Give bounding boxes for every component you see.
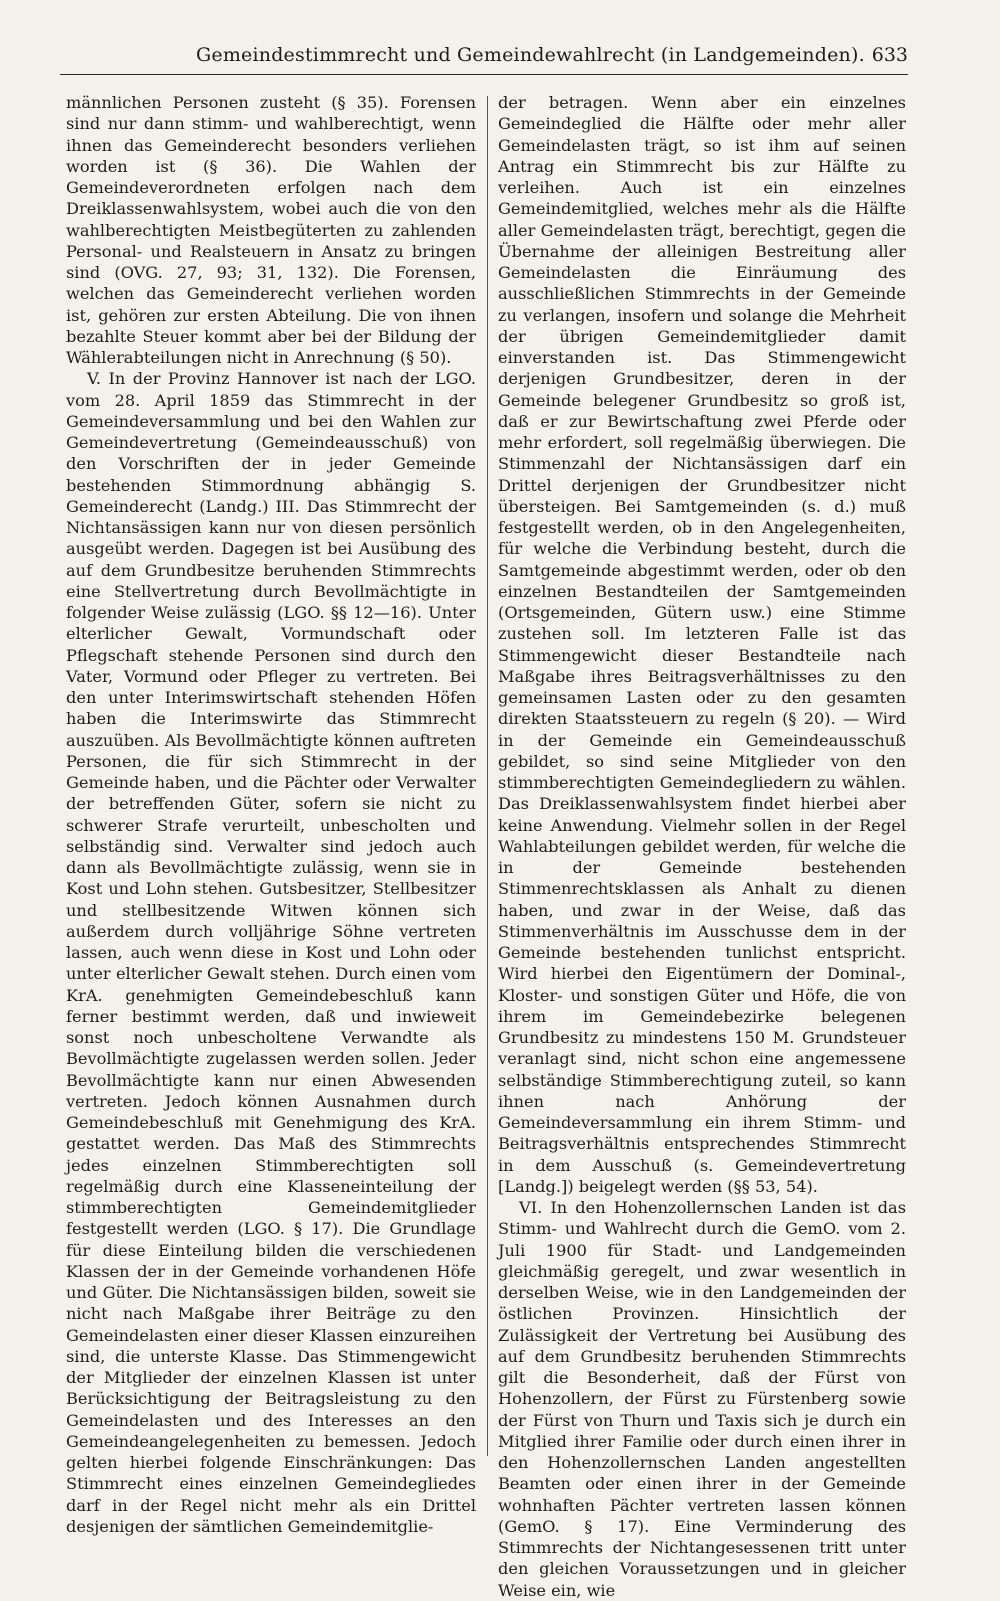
running-title: Gemeindestimmrecht und Gemeindewahlrecht (in Landgemeinden).: [196, 44, 865, 66]
right-paragraph-2: VI. In den Hohenzollernschen Landen ist das Stimm- und Wahlrecht durch die GemO. vom 2. Juli 1900 für Stadt- und Landgemeinden gleichmäßig geregelt, und zwar wesentlich in derselben Weise, wie in den Landgemeinden der östlichen Provinzen. Hinsichtlich der Zulässigkeit der Vertretung bei Ausübung des auf dem Grundbesitz beruhenden Stimmrechts gilt die Besonderheit, daß der Fürst von Hohenzollern, der Fürst zu Fürstenberg sowie der Fürst von Thurn und Taxis sich je durch ein Mitglied ihrer Familie oder durch einen ihrer in den Hohenzollernschen Landen angestellten Beamten oder einen ihrer in der Gemeinde wohnhaften Pächter vertreten lassen können (GemO. § 17). Eine Verminderung des Stimmrechts der Nichtangesessenen tritt unter den gleichen Voraussetzungen und in gleicher Weise ein, wie: [498, 1198, 906, 1600]
page-number: 633: [871, 44, 908, 66]
page-header: [60, 42, 908, 75]
right-paragraph-1: der betragen. Wenn aber ein einzelnes Gemeindeglied die Hälfte oder mehr aller Gemeindelasten trägt, so ist ihm auf seinen Antrag ein Stimmrecht bis zur Hälfte zu verleihen. Auch ist ein einzelnes Gemeindemitglied, welches mehr als die Hälfte aller Gemeindelasten trägt, berechtigt, gegen die Übernahme der alleinigen Bestreitung aller Gemeindelasten die Einräumung des ausschließlichen Stimmrechts in der Gemeinde zu verlangen, insofern und solange die Mehrheit der übrigen Gemeindemitglieder damit einverstanden ist. Das Stimmengewicht derjenigen Grundbesitzer, deren in der Gemeinde belegener Grundbesitz so groß ist, daß er zur Bewirtschaftung zwei Pferde oder mehr erfordert, soll regelmäßig überwiegen. Die Stimmenzahl der Nichtansässigen darf ein Drittel derjenigen der Grundbesitzer nicht übersteigen. Bei Samtgemeinden (s. d.) muß festgestellt werden, ob in den Angelegenheiten, für welche die Verbindung besteht, durch die Samtgemeinde abgestimmt werden, oder ob den einzelnen Bestandteilen der Samtgemeinden (Ortsgemeinden, Gütern usw.) eine Stimme zustehen soll. Im letzteren Falle ist das Stimmengewicht dieser Bestandteile nach Maßgabe ihres Beitragsverhältnisses zu den gemeinsamen Lasten oder zu den gesamten direkten Staatssteuern zu regeln (§ 20). — Wird in der Gemeinde ein Gemeindeausschuß gebildet, so sind seine Mitglieder von den stimmberechtigten Gemeindegliedern zu wählen. Das Dreiklassenwahlsystem findet hierbei aber keine Anwendung. Vielmehr sollen in der Regel Wahlabteilungen gebildet werden, für welche die in der Gemeinde bestehenden Stimmenrechtsklassen als Anhalt zu dienen haben, und zwar in der Weise, daß das Stimmenverhältnis im Ausschusse dem in der Gemeinde bestehenden tunlichst entspricht. Wird hierbei den Eigentümern der Dominal-, Kloster- und sonstigen Güter und Höfe, die von ihrem im Gemeindebezirke belegenen Grundbesitz zu mindestens 150 M. Grundsteuer veranlagt sind, nicht schon eine angemessene selbständige Stimmberechtigung zuteil, so kann ihnen nach Anhörung der Gemeindeversammlung ein ihrem Stimm- und Beitragsverhältnis entsprechendes Stimmrecht in dem Ausschuß (s. Gemeindevertretung [Landg.]) beigelegt werden (§§ 53, 54).: [498, 93, 906, 1196]
column-divider: [487, 96, 488, 1456]
left-paragraph-2: V. In der Provinz Hannover ist nach der LGO. vom 28. April 1859 das Stimmrecht in der Gemeindeversammlung und bei den Wahlen zur Gemeindevertretung (Gemeindeausschuß) von den Vorschriften der in jeder Gemeinde bestehenden Stimmordnung abhängig S. Gemeinderecht (Landg.) III. Das Stimmrecht der Nichtansässigen kann nur von diesen persönlich ausgeübt werden. Dagegen ist bei Ausübung des auf dem Grundbesitze beruhenden Stimmrechts eine Stellvertretung durch Bevollmächtigte in folgender Weise zulässig (LGO. §§ 12—16). Unter elterlicher Gewalt, Vormundschaft oder Pflegschaft stehende Personen sind durch den Vater, Vormund oder Pfleger zu vertreten. Bei den unter Interimswirtschaft stehenden Höfen haben die Interimswirte das Stimmrecht auszuüben. Als Bevollmächtigte können auftreten Personen, die für sich Stimmrecht in der Gemeinde haben, und die Pächter oder Verwalter der betreffenden Güter, sofern sie nicht zu schwerer Strafe verurteilt, unbescholten und selbständig sind. Verwalter sind jedoch auch dann als Bevollmächtigte zulässig, wenn sie in Kost und Lohn stehen. Gutsbesitzer, Stellbesitzer und stellbesitzende Witwen können sich außerdem durch volljährige Söhne vertreten lassen, auch wenn diese in Kost und Lohn oder unter elterlicher Gewalt stehen. Durch einen vom KrA. genehmigten Gemeindebeschluß kann ferner bestimmt werden, daß und inwieweit sonst noch unbescholtene Verwandte als Bevollmächtigte zugelassen werden sollen. Jeder Bevollmächtigte kann nur einen Abwesenden vertreten. Jedoch können Ausnahmen durch Gemeindebeschluß mit Genehmigung des KrA. gestattet werden. Das Maß des Stimmrechts jedes einzelnen Stimmberechtigten soll regelmäßig durch eine Klasseneinteilung der stimmberechtigten Gemeindemitglieder festgestellt werden (LGO. § 17). Die Grundlage für diese Einteilung bilden die verschiedenen Klassen der in der Gemeinde vorhandenen Höfe und Güter. Die Nichtansässigen bilden, soweit sie nicht nach Maßgabe ihrer Beiträge zu den Gemeindelasten einer dieser Klassen einzureihen sind, die unterste Klasse. Das Stimmengewicht der Mitglieder der einzelnen Klassen ist unter Berücksichtigung der Beitragsleistung zu den Gemeindelasten und des Interesses an den Gemeindeangelegenheiten zu bemessen. Jedoch gelten hierbei folgende Einschränkungen: Das Stimmrecht eines einzelnen Gemeindegliedes darf in der Regel nicht mehr als ein Drittel desjenigen der sämtlichen Gemeindemitglie-: [66, 369, 476, 1536]
left-paragraph-1: männlichen Personen zusteht (§ 35). Forensen sind nur dann stimm- und wahlberechtigt, wenn ihnen das Gemeinderecht besonders verliehen worden ist (§ 36). Die Wahlen der Gemeindeverordneten erfolgen nach dem Dreiklassenwahlsystem, wobei auch die von den wahlberechtigten Meistbegüterten zu zahlenden Personal- und Realsteuern in Ansatz zu bringen sind (OVG. 27, 93; 31, 132). Die Forensen, welchen das Gemeinderecht verliehen worden ist, gehören zur ersten Abteilung. Die von ihnen bezahlte Steuer kommt aber bei der Bildung der Wählerabteilungen nicht in Anrechnung (§ 50).: [66, 93, 476, 367]
left-column: [66, 92, 476, 1537]
right-column: [498, 92, 906, 1601]
